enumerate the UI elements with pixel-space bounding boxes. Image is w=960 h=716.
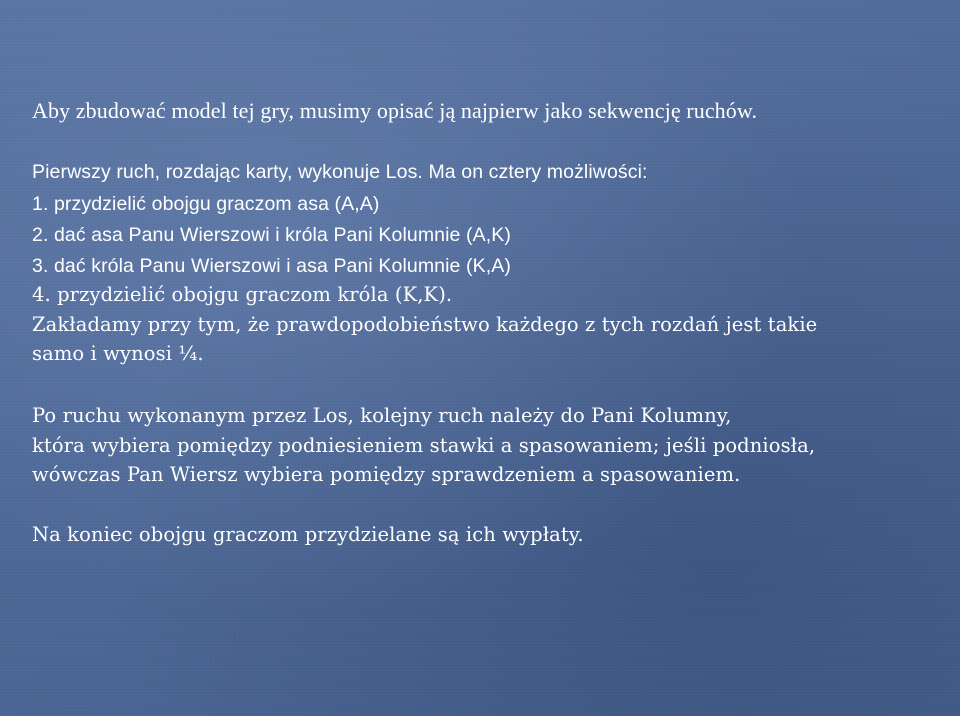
- first-move-text: Pierwszy ruch, rozdając karty, wykonuje Los. Ma on cztery możliwości:: [32, 161, 648, 183]
- ending-text: Na koniec obojgu graczom przydzielane są ich wypłaty.: [32, 523, 584, 546]
- option-3: 3. dać króla Panu Wierszowi i asa Pani Kolumnie (K,A): [32, 255, 511, 277]
- option-2: 2. dać asa Panu Wierszowi i króla Pani Kolumnie (A,K): [32, 224, 511, 246]
- intro-text: Aby zbudować model tej gry, musimy opisać ją najpierw jako sekwencję ruchów.: [32, 98, 758, 123]
- second-move-line-1: Po ruchu wykonanym przez Los, kolejny ruch należy do Pani Kolumny,: [32, 404, 732, 427]
- option-4: 4. przydzielić obojgu graczom króla (K,K).: [32, 283, 453, 306]
- assumption-line-1: Zakładamy przy tym, że prawdopodobieństwo każdego z tych rozdań jest takie: [32, 313, 818, 336]
- assumption-line-2: samo i wynosi ¼.: [32, 342, 204, 365]
- second-move-line-2: która wybiera pomiędzy podniesieniem stawki a spasowaniem; jeśli podniosła,: [32, 434, 816, 457]
- option-1: 1. przydzielić obojgu graczom asa (A,A): [32, 193, 380, 215]
- second-move-line-3: wówczas Pan Wiersz wybiera pomiędzy sprawdzeniem a spasowaniem.: [32, 463, 741, 486]
